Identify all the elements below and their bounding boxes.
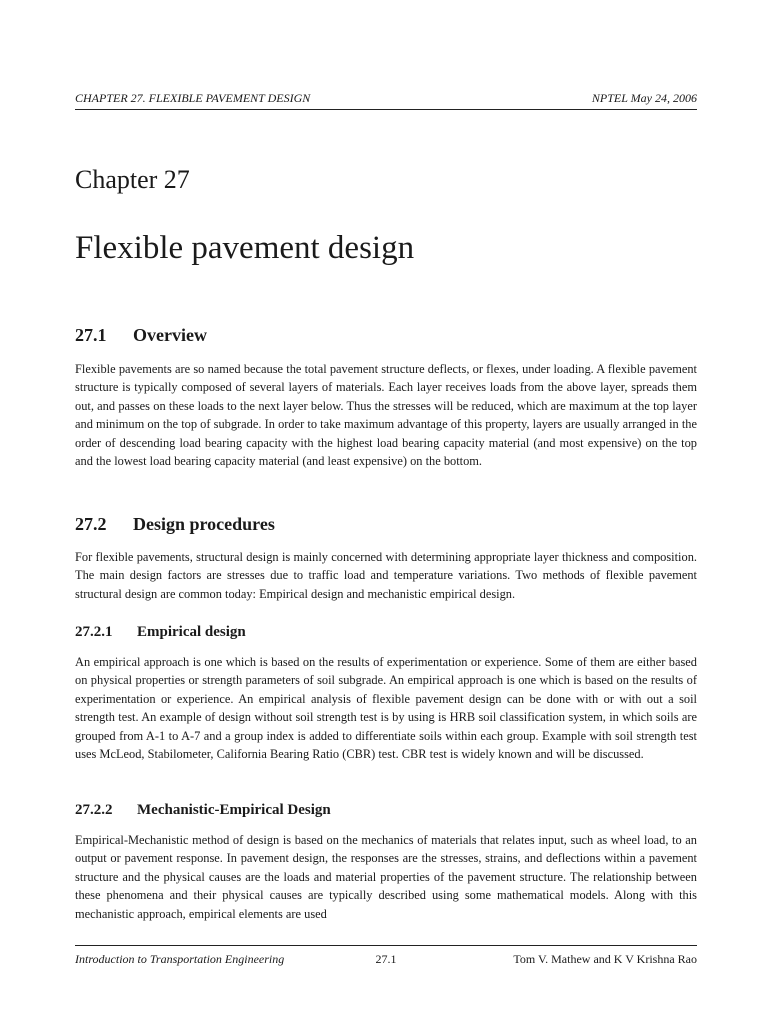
subsection-title: Empirical design bbox=[137, 624, 246, 640]
section-heading-design-procedures bbox=[75, 514, 275, 535]
header-chapter-title: CHAPTER 27. FLEXIBLE PAVEMENT DESIGN bbox=[75, 91, 311, 105]
subsection-title: Mechanistic-Empirical Design bbox=[137, 802, 331, 818]
paragraph-design-procedures: For flexible pavements, structural design is mainly concerned with determining appropriate layer thickness and composition. The main design factors are stresses due to traffic load and temperature variations. Two methods of flexible pavement structural design are common today: Empirical design and mechanistic empirical design. bbox=[75, 550, 697, 601]
section-number: 27.2 bbox=[75, 514, 107, 534]
paragraph-mechanistic: Empirical-Mechanistic method of design is based on the mechanics of materials that relates input, such as wheel load, to an output or pavement response. In pavement design, the responses are the stresses, strains, and deflections within a pavement structure and the physical causes are the loads and material properties of the pavement structure. The relationship between these phenomena and their physical causes are typically described using some mathematical models. Along with this mechanistic approach, empirical elements are used bbox=[75, 833, 697, 921]
header-date: NPTEL May 24, 2006 bbox=[591, 91, 697, 105]
footer-authors: Tom V. Mathew and K V Krishna Rao bbox=[513, 952, 697, 966]
chapter-title: Flexible pavement design bbox=[75, 230, 415, 266]
footer-divider bbox=[75, 945, 697, 946]
subsection-heading-empirical bbox=[75, 624, 246, 641]
subsection-number: 27.2.2 bbox=[75, 802, 113, 818]
section-number: 27.1 bbox=[75, 325, 107, 345]
paragraph-empirical: An empirical approach is one which is based on the results of experimentation or experience. Some of them are either based on physical properties or strength parameters of soil subgrade. An empirical approach is one which is based on the results of experimentation or experience. An empirical analysis of flexible pavement design can be done with or with out a soil strength test. An example of design without soil strength test is by using is HRB soil classification system, in which soils are grouped from A-1 to A-7 and a group index is added to differentiate soils within each group. Example with soil strength test uses McLeod, Stabilometer, California Bearing Ratio (CBR) test. CBR test is widely known and will be discussed. bbox=[75, 655, 697, 762]
chapter-label: Chapter 27 bbox=[75, 165, 190, 194]
page-footer bbox=[75, 952, 697, 970]
paragraph-overview: Flexible pavements are so named because the total pavement structure deflects, or flexes, under loading. A flexible pavement structure is typically composed of several layers of materials. Each layer receives loads from the above layer, spreads them out, and passes on these loads to the next layer below. Thus the stresses will be reduced, which are maximum at the top layer and minimum on the top of subgrade. In order to take maximum advantage of this property, layers are usually arranged in the order of descending load bearing capacity with the highest load bearing capacity material (and most expensive) on the top and the lowest load bearing capacity material (and least expensive) on the bottom. bbox=[75, 362, 697, 469]
document-page bbox=[75, 0, 697, 1024]
subsection-heading-mechanistic bbox=[75, 802, 331, 819]
footer-book-title: Introduction to Transportation Engineering bbox=[75, 952, 285, 966]
section-title: Overview bbox=[133, 325, 207, 345]
page-number: 27.1 bbox=[375, 952, 397, 966]
section-heading-overview bbox=[75, 325, 207, 346]
section-title: Design procedures bbox=[133, 514, 275, 534]
running-header bbox=[75, 90, 697, 110]
subsection-number: 27.2.1 bbox=[75, 624, 113, 640]
